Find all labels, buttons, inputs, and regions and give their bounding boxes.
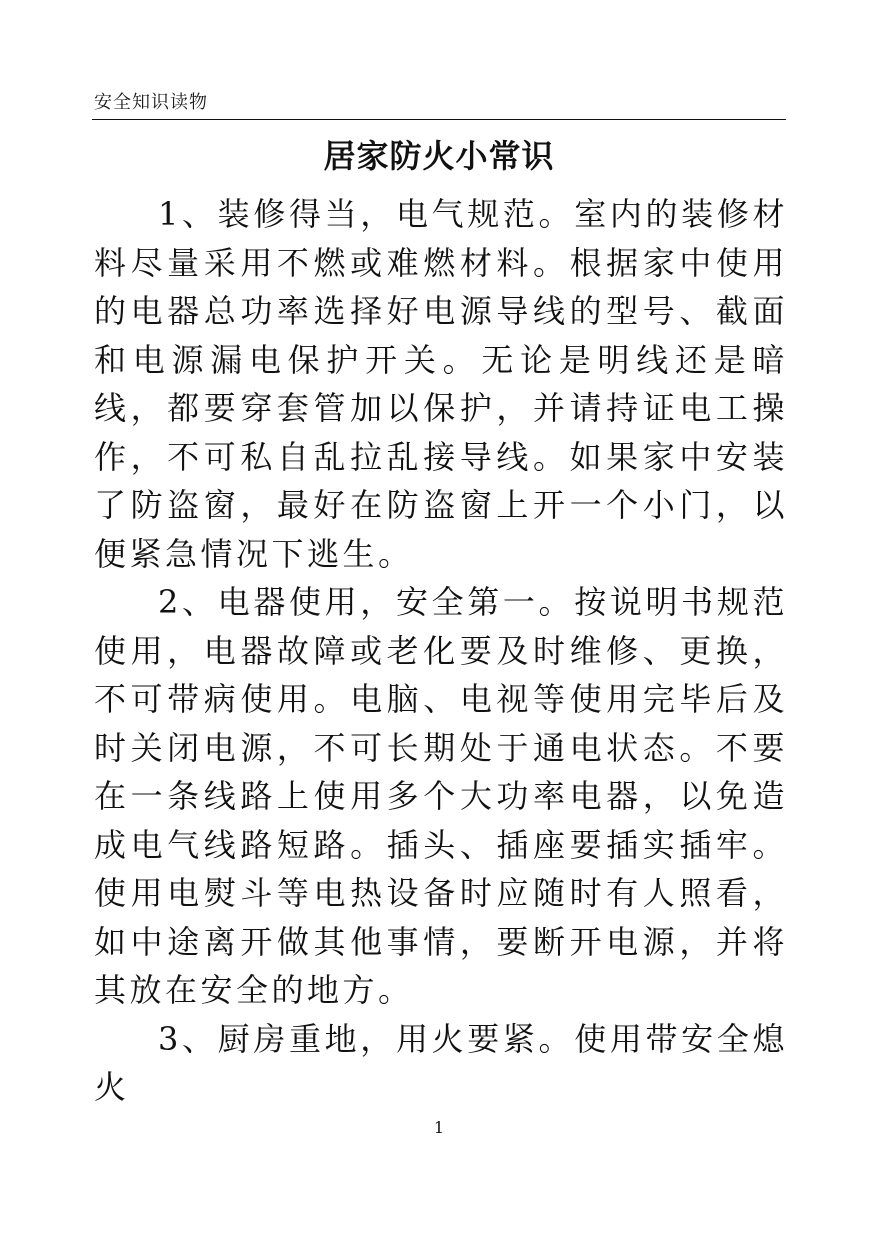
paragraph-2: 2、电器使用，安全第一。按说明书规范使用，电器故障或老化要及时维修、更换，不可带病使用。电脑、电视等使用完毕后及时关闭电源，不可长期处于通电状态。不要在一条线路上使用多个大功率电器，以免造成电气线路短路。插头、插座要插实插牢。使用电熨斗等电热设备时应随时有人照看，如中途离开做其他事情，要断开电源，并将其放在安全的地方。 (94, 583, 788, 1009)
document-title: 居家防火小常识 (323, 137, 555, 175)
paragraph-1: 1、装修得当，电气规范。室内的装修材料尽量采用不燃或难燃材料。根据家中使用的电器总功率选择好电源导线的型号、截面和电源漏电保护开关。无论是明线还是暗线，都要穿套管加以保护，并请持证电工操作，不可私自乱拉乱接导线。如果家中安装了防盗窗，最好在防盗窗上开一个小门，以便紧急情况下逃生。 (94, 195, 788, 573)
paragraph-3: 3、厨房重地，用火要紧。使用带安全熄火 (94, 1019, 788, 1106)
running-header: 安全知识读物 (94, 92, 208, 113)
document-body (94, 190, 788, 1112)
header-divider (92, 119, 786, 120)
page-number: 1 (433, 1118, 445, 1137)
